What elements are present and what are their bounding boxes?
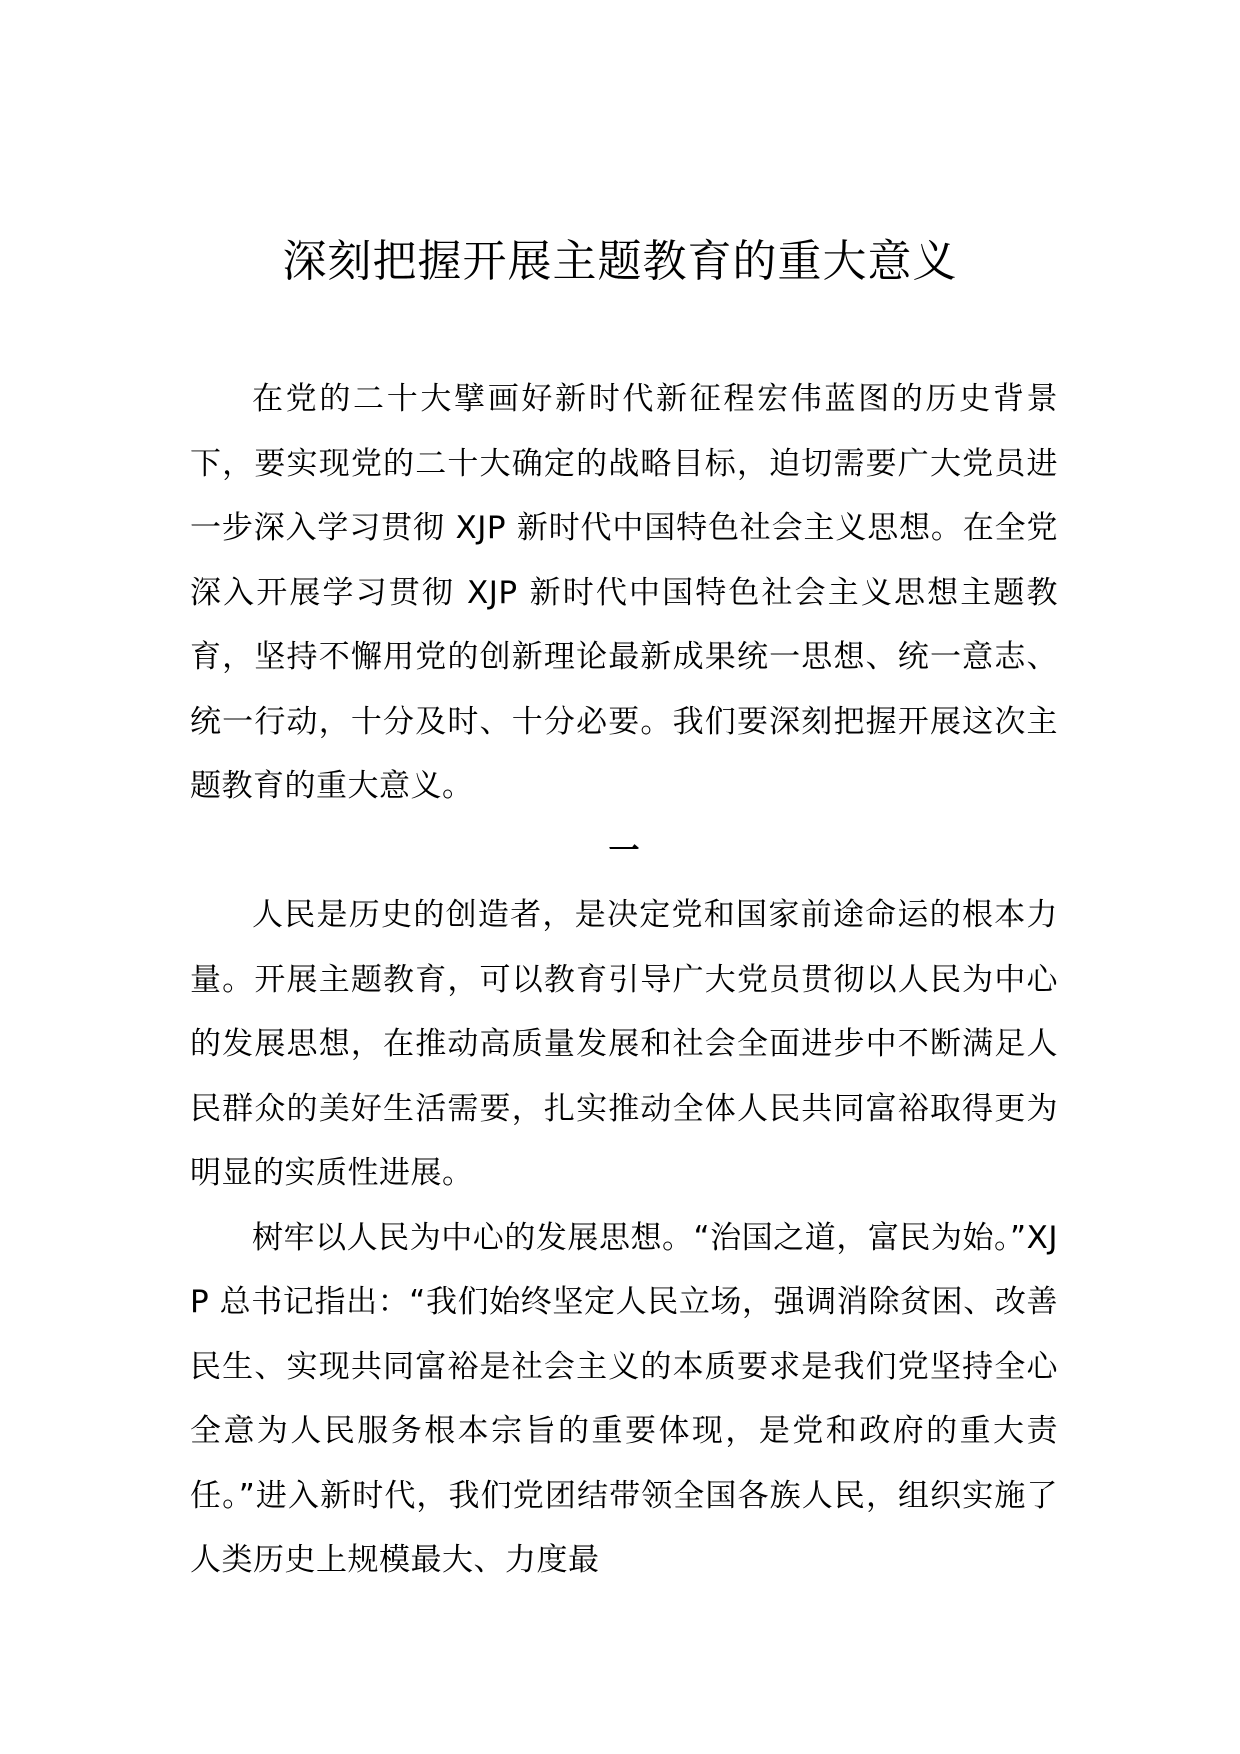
document-body <box>190 367 1058 1593</box>
section-number: 一 <box>608 832 640 869</box>
document-title: 深刻把握开展主题教育的重大意义 <box>282 236 958 287</box>
section-paragraph-1: 人民是历史的创造者，是决定党和国家前途命运的根本力量。开展主题教育，可以教育引导广大党员贯彻以人民为中心的发展思想，在推动高质量发展和社会全面进步中不断满足人民群众的美好生活需要，扎实推动全体人民共同富裕取得更为明显的实质性进展。 <box>190 897 1058 1191</box>
intro-paragraph: 在党的二十大擘画好新时代新征程宏伟蓝图的历史背景下，要实现党的二十大确定的战略目标，迫切需要广大党员进一步深入学习贯彻 XJP 新时代中国特色社会主义思想。在全党深入开展学习贯彻 XJP 新时代中国特色社会主义思想主题教育，坚持不懈用党的创新理论最新成果统一思想、统一意志、统一行动，十分及时、十分必要。我们要深刻把握开展这次主题教育的重大意义。 <box>190 381 1058 804</box>
section-paragraph-2: 树牢以人民为中心的发展思想。“治国之道，富民为始。”XJP 总书记指出：“我们始终坚定人民立场，强调消除贫困、改善民生、实现共同富裕是社会主义的本质要求是我们党坚持全心全意为人民服务根本宗旨的重要体现，是党和政府的重大责任。”进入新时代，我们党团结带领全国各族人民，组织实施了人类历史上规模最大、力度最 <box>190 1219 1058 1578</box>
